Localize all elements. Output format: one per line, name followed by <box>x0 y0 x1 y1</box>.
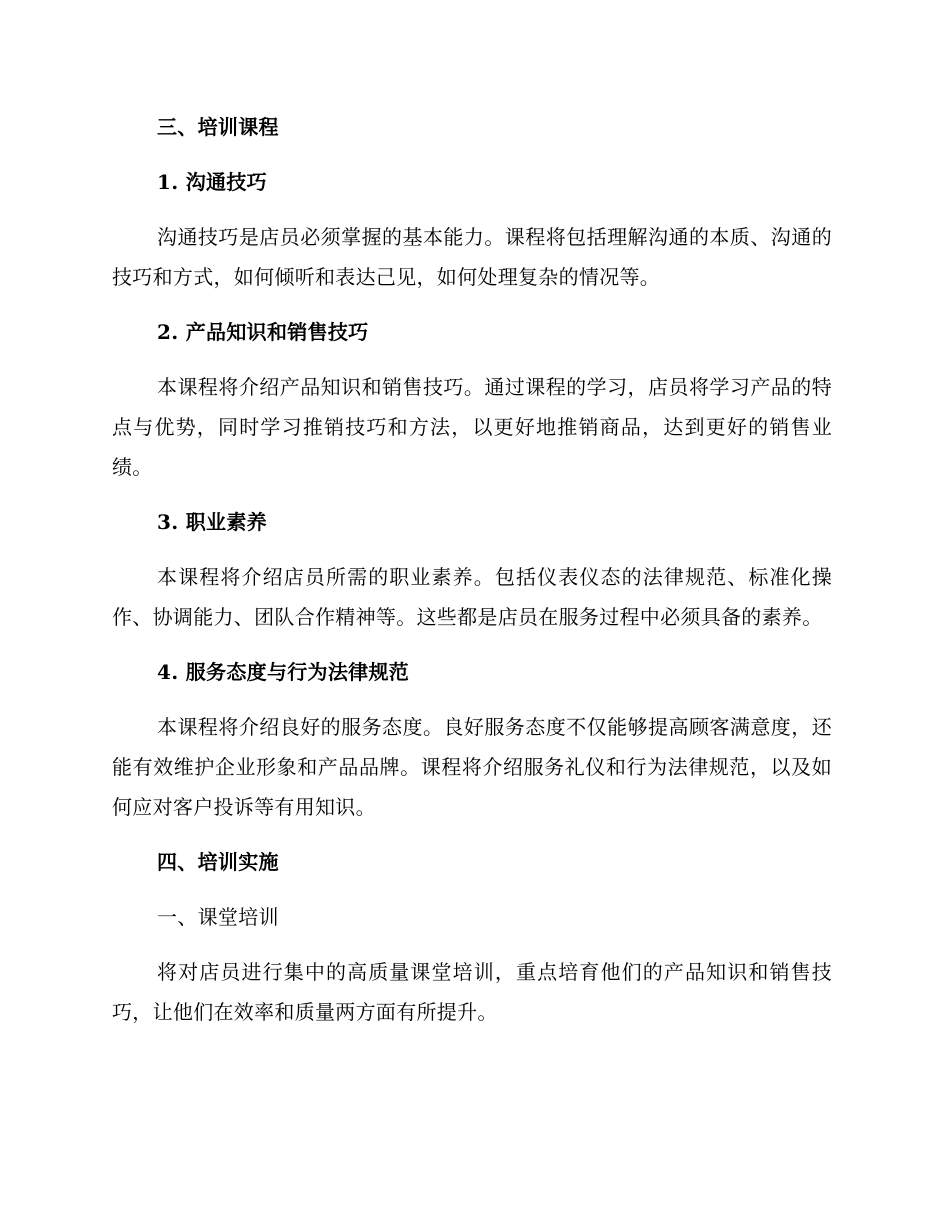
item-4-heading: 4. 服务态度与行为法律规范 <box>157 660 410 684</box>
item-1-heading: 1. 沟通技巧 <box>157 170 267 194</box>
section-4-body: 将对店员进行集中的高质量课堂培训，重点培育他们的产品知识和销售技巧，让他们在效率和质量两方面有所提升。 <box>112 960 832 1024</box>
section-3-title: 三、培训课程 <box>157 115 279 139</box>
item-3-body: 本课程将介绍店员所需的职业素养。包括仪表仪态的法律规范、标准化操作、协调能力、团队合作精神等。这些都是店员在服务过程中必须具备的素养。 <box>112 565 832 629</box>
item-1-body: 沟通技巧是店员必须掌握的基本能力。课程将包括理解沟通的本质、沟通的技巧和方式，如何倾听和表达己见，如何处理复杂的情况等。 <box>112 225 832 289</box>
item-2-heading: 2. 产品知识和销售技巧 <box>157 320 369 344</box>
section-4-title: 四、培训实施 <box>157 850 279 874</box>
item-2-body: 本课程将介绍产品知识和销售技巧。通过课程的学习，店员将学习产品的特点与优势，同时学习推销技巧和方法，以更好地推销商品，达到更好的销售业绩。 <box>112 375 832 479</box>
item-3-heading: 3. 职业素养 <box>157 510 267 534</box>
section-4-subtitle: 一、课堂培训 <box>157 905 279 929</box>
item-4-body: 本课程将介绍良好的服务态度。良好服务态度不仅能够提高顾客满意度，还能有效维护企业形象和产品品牌。课程将介绍服务礼仪和行为法律规范，以及如何应对客户投诉等有用知识。 <box>112 715 832 819</box>
